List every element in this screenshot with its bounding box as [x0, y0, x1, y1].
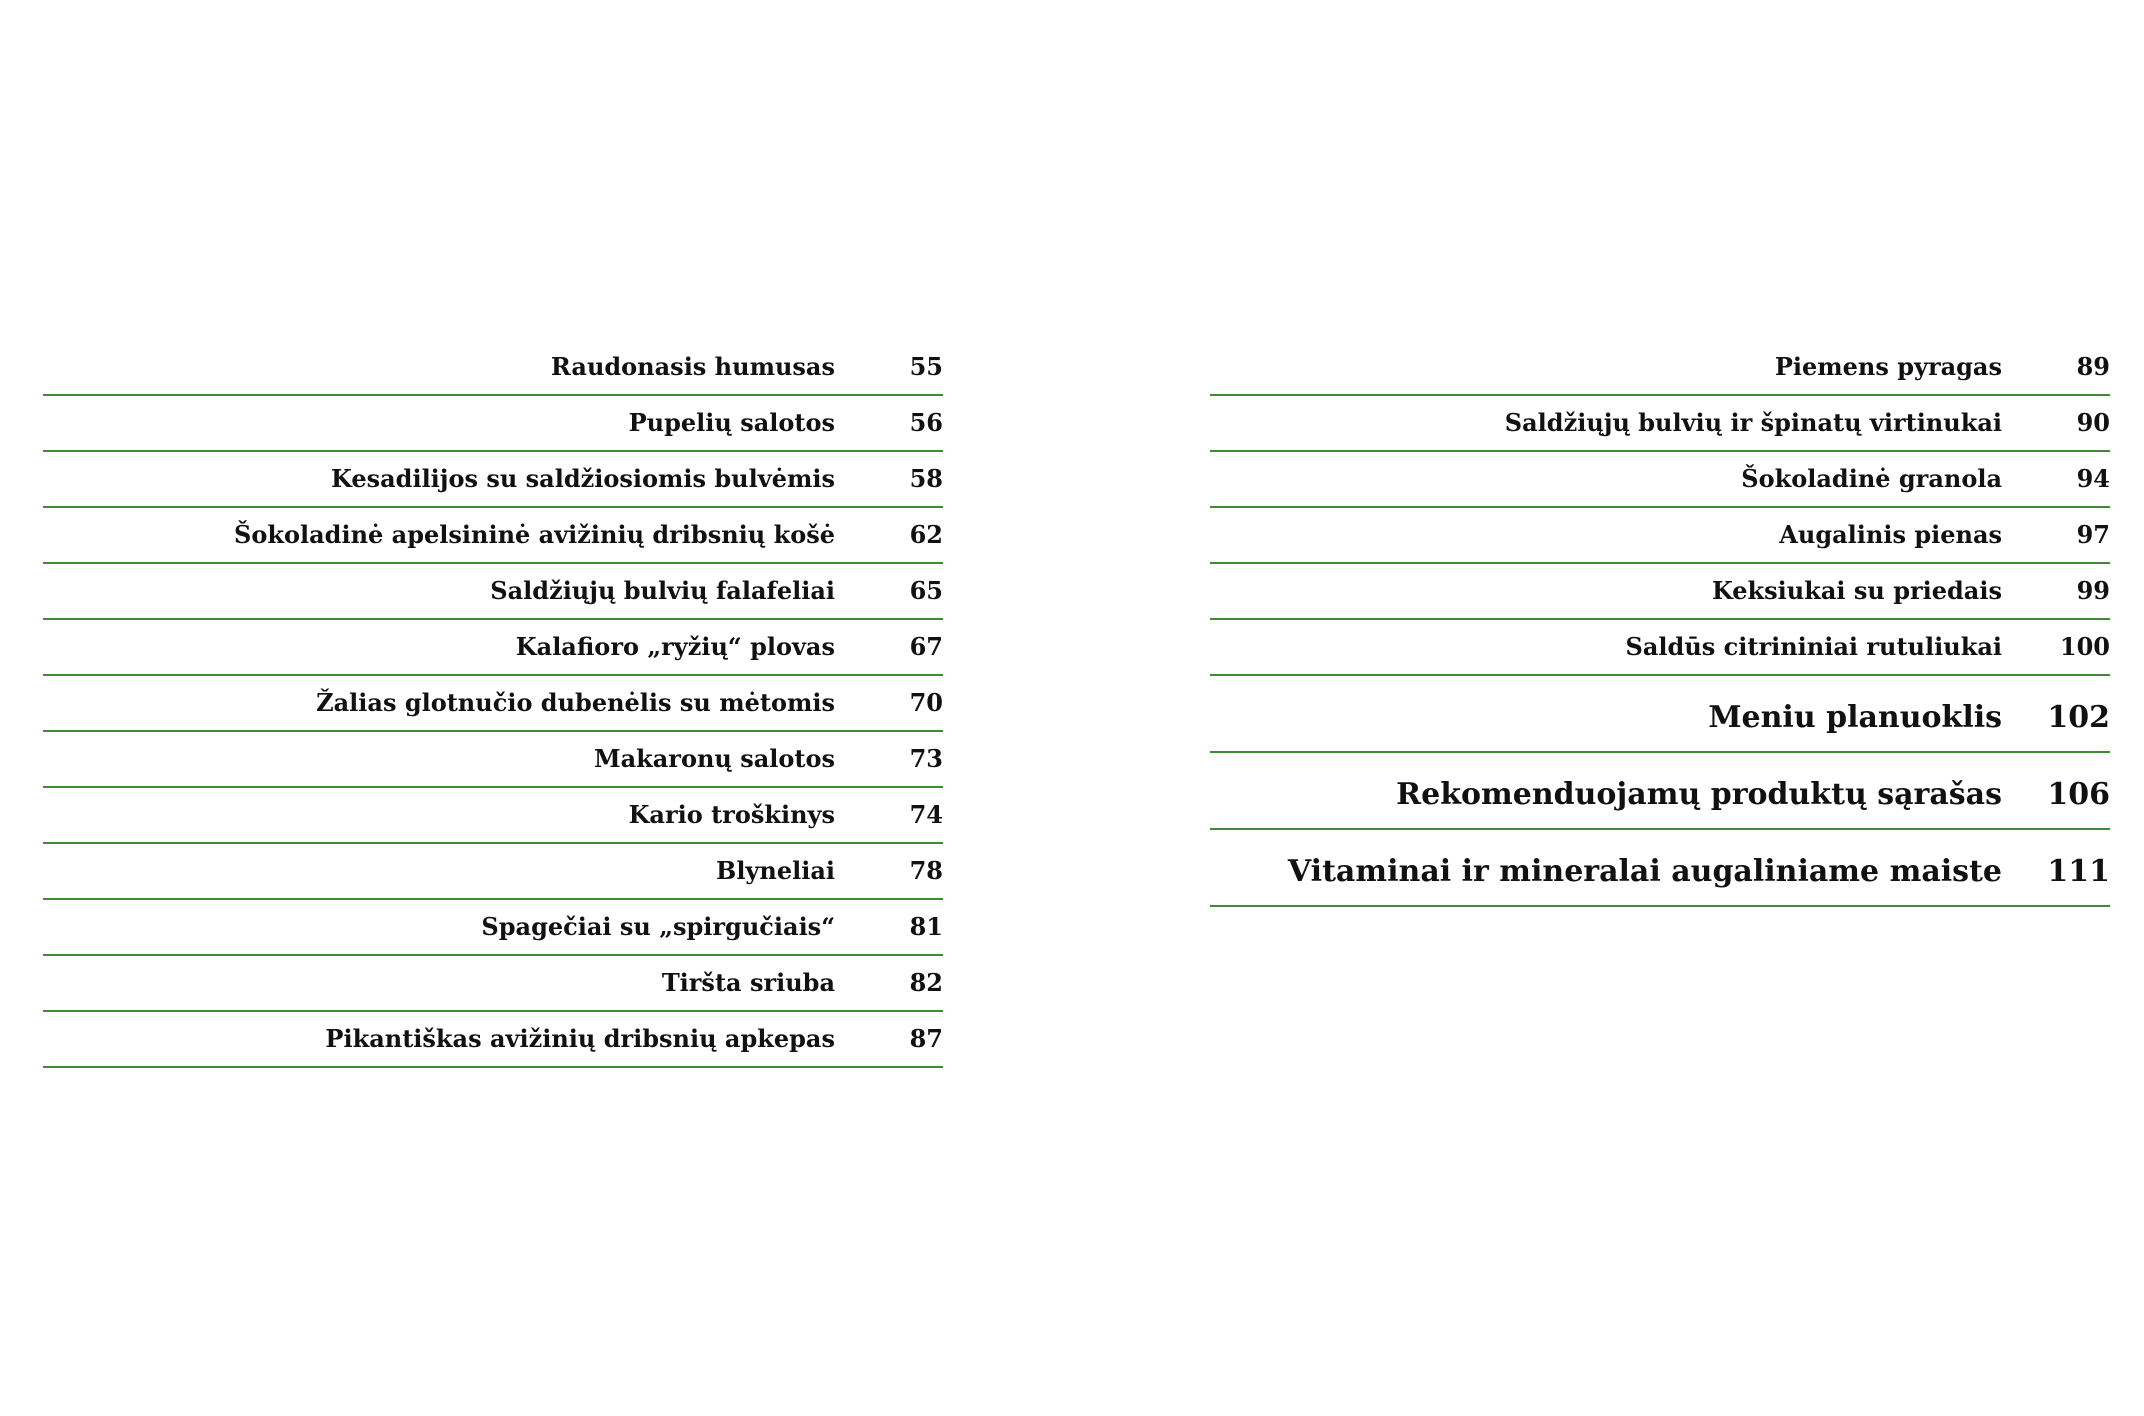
- toc-entry-page-number: 78: [909, 856, 943, 885]
- toc-major-entry[interactable]: [1210, 753, 2110, 830]
- toc-entry-title: Blyneliai: [716, 856, 835, 885]
- toc-entry-page-number: 111: [2047, 854, 2110, 889]
- toc-entry-title: Saldžiųjų bulvių ir špinatų virtinukai: [1504, 408, 2002, 437]
- toc-entry[interactable]: [1210, 508, 2110, 564]
- toc-entry[interactable]: [43, 900, 943, 956]
- toc-entry-page-number: 106: [2047, 777, 2110, 812]
- toc-entry-page-number: 65: [909, 576, 943, 605]
- toc-entry-title: Raudonasis humusas: [550, 352, 835, 381]
- toc-entry-page-number: 100: [2059, 632, 2110, 661]
- toc-entry-page-number: 102: [2047, 700, 2110, 735]
- toc-entry-title: Žalias glotnučio dubenėlis su mėtomis: [316, 688, 835, 717]
- toc-entry-page-number: 94: [2076, 464, 2110, 493]
- toc-entry-title: Pupelių salotos: [628, 408, 835, 437]
- toc-entry[interactable]: [43, 788, 943, 844]
- toc-entry-title: Makaronų salotos: [594, 744, 835, 773]
- toc-entry[interactable]: [43, 1012, 943, 1068]
- toc-entry[interactable]: [1210, 396, 2110, 452]
- toc-entry[interactable]: [43, 956, 943, 1012]
- toc-entry-page-number: 62: [909, 520, 943, 549]
- toc-entry[interactable]: [43, 564, 943, 620]
- toc-entry-title: Šokoladinė granola: [1741, 464, 2002, 493]
- toc-entry[interactable]: [43, 844, 943, 900]
- toc-entry[interactable]: [43, 732, 943, 788]
- toc-major-entry[interactable]: [1210, 676, 2110, 753]
- toc-entry-page-number: 67: [909, 632, 943, 661]
- toc-entry-title: Piemens pyragas: [1774, 352, 2002, 381]
- toc-entry-title: Kario troškinys: [628, 800, 835, 829]
- toc-entry[interactable]: [1210, 620, 2110, 676]
- toc-entry[interactable]: [43, 508, 943, 564]
- toc-entry-title: Augalinis pienas: [1779, 520, 2002, 549]
- toc-entry-page-number: 90: [2076, 408, 2110, 437]
- toc-entry-title: Kalafioro „ryžių“ plovas: [515, 632, 835, 661]
- toc-major-entry[interactable]: [1210, 830, 2110, 907]
- toc-entry-page-number: 74: [909, 800, 943, 829]
- toc-entry-title: Meniu planuoklis: [1708, 700, 2002, 735]
- toc-entry-page-number: 70: [909, 688, 943, 717]
- toc-entry-page-number: 55: [909, 352, 943, 381]
- toc-entry-title: Spagečiai su „spirgučiais“: [481, 912, 835, 941]
- toc-entry[interactable]: [1210, 340, 2110, 396]
- toc-entry[interactable]: [43, 676, 943, 732]
- toc-entry-page-number: 81: [909, 912, 943, 941]
- toc-entry[interactable]: [1210, 564, 2110, 620]
- toc-entry-title: Keksiukai su priedais: [1711, 576, 2002, 605]
- toc-entry[interactable]: [43, 396, 943, 452]
- toc-entry-page-number: 56: [909, 408, 943, 437]
- toc-entry-page-number: 89: [2076, 352, 2110, 381]
- toc-entry-title: Vitaminai ir mineralai augaliniame maiste: [1287, 854, 2002, 889]
- toc-entry-page-number: 97: [2076, 520, 2110, 549]
- toc-entry-title: Pikantiškas avižinių dribsnių apkepas: [325, 1024, 835, 1053]
- toc-entry[interactable]: [43, 340, 943, 396]
- toc-entry-page-number: 87: [909, 1024, 943, 1053]
- toc-entry-page-number: 99: [2076, 576, 2110, 605]
- toc-entry-title: Saldūs citrininiai rutuliukai: [1625, 632, 2002, 661]
- toc-entry-page-number: 58: [909, 464, 943, 493]
- toc-entry-title: Rekomenduojamų produktų sąrašas: [1396, 777, 2002, 812]
- toc-entry[interactable]: [43, 452, 943, 508]
- toc-entry[interactable]: [1210, 452, 2110, 508]
- toc-entry[interactable]: [43, 620, 943, 676]
- toc-entry-title: Šokoladinė apelsininė avižinių dribsnių košė: [234, 520, 835, 549]
- toc-entry-title: Tiršta sriuba: [661, 968, 835, 997]
- toc-entry-page-number: 82: [909, 968, 943, 997]
- toc-entry-title: Kesadilijos su saldžiosiomis bulvėmis: [331, 464, 835, 493]
- toc-entry-page-number: 73: [909, 744, 943, 773]
- toc-right-column: [1210, 340, 2110, 907]
- toc-left-column: [43, 340, 943, 1068]
- toc-entry-title: Saldžiųjų bulvių falafeliai: [490, 576, 835, 605]
